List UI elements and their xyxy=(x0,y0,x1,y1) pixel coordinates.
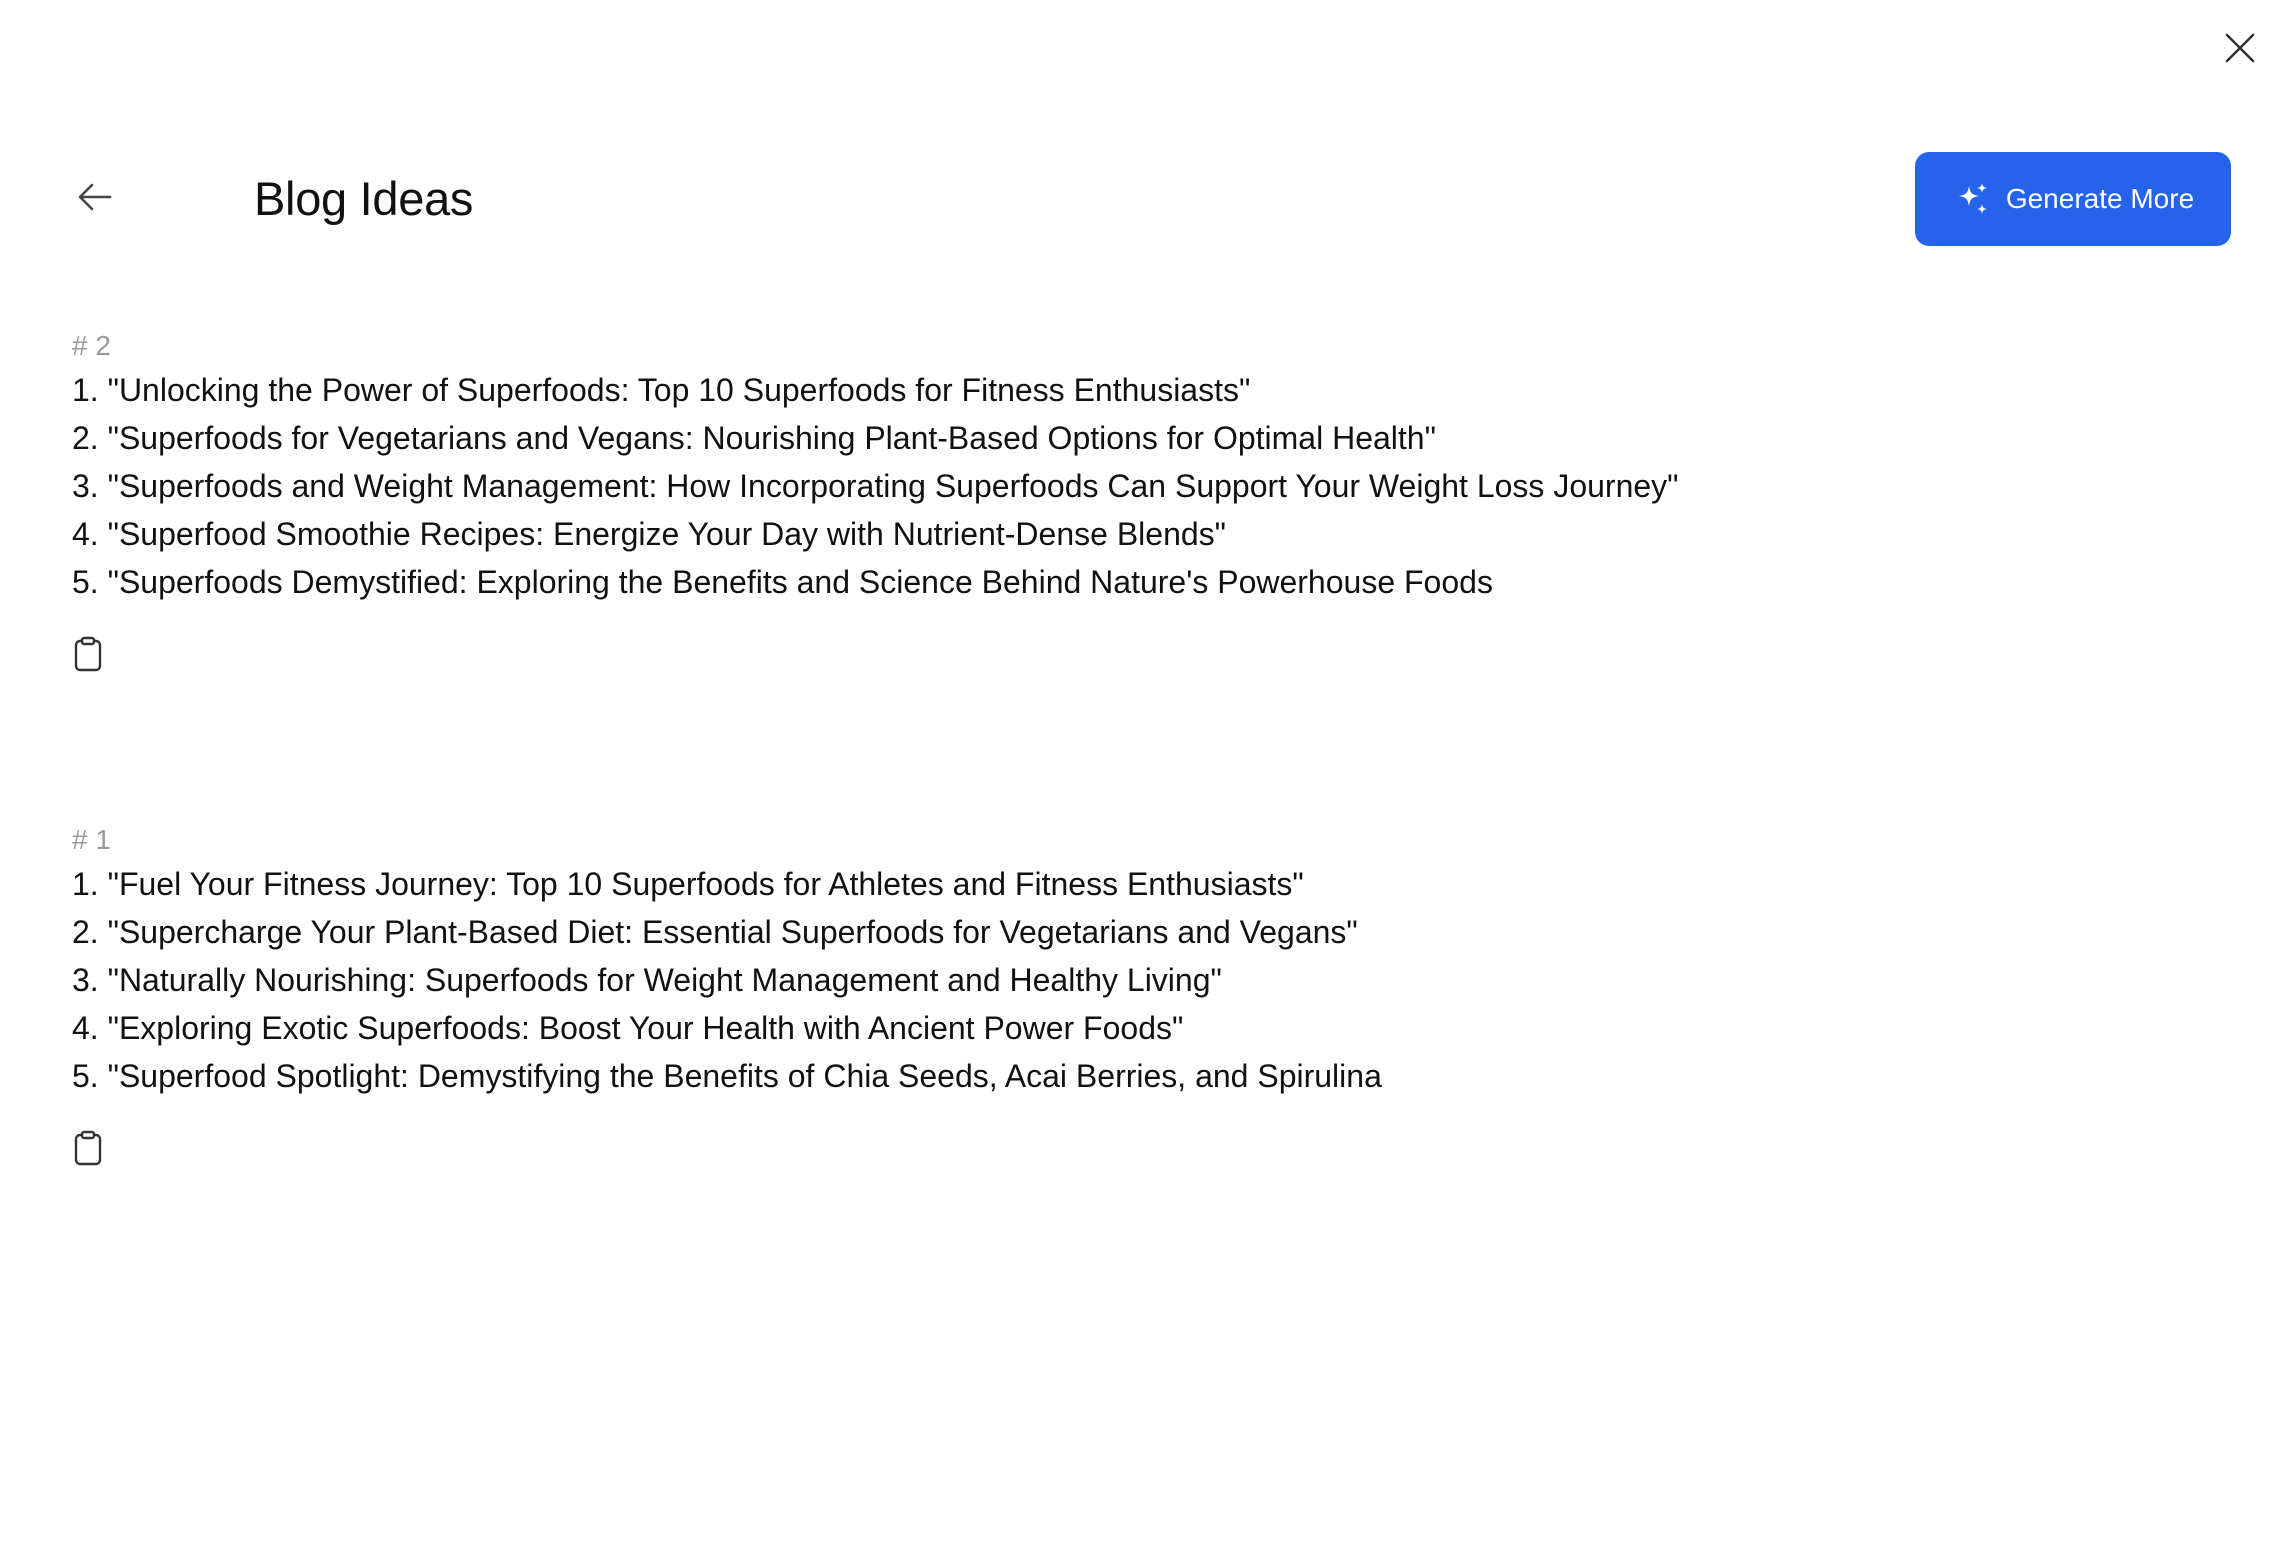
idea-list xyxy=(72,860,2172,1100)
copy-button[interactable] xyxy=(72,636,112,676)
list-item: 1. "Fuel Your Fitness Journey: Top 10 Superfoods for Athletes and Fitness Enthusiasts" xyxy=(72,866,1304,902)
page-title: Blog Ideas xyxy=(254,172,474,225)
result-number: # 1 xyxy=(72,824,111,855)
close-button[interactable] xyxy=(2220,30,2260,70)
idea-list xyxy=(72,366,2172,606)
back-button[interactable] xyxy=(72,176,118,222)
list-item: 3. "Superfoods and Weight Management: How Incorporating Superfoods Can Support Your Weight Loss Journey" xyxy=(72,468,1679,504)
list-item: 4. "Exploring Exotic Superfoods: Boost Your Health with Ancient Power Foods" xyxy=(72,1010,1184,1046)
arrow-left-icon xyxy=(77,182,113,217)
generate-more-button[interactable] xyxy=(1915,152,2231,246)
close-icon xyxy=(2223,31,2257,70)
sparkles-icon xyxy=(1954,180,1992,218)
list-item: 2. "Superfoods for Vegetarians and Vegans: Nourishing Plant-Based Options for Optimal Health" xyxy=(72,420,1436,456)
list-item: 5. "Superfoods Demystified: Exploring the Benefits and Science Behind Nature's Powerhouse Foods xyxy=(72,564,1493,600)
result-number: # 2 xyxy=(72,330,111,361)
list-item: 5. "Superfood Spotlight: Demystifying the Benefits of Chia Seeds, Acai Berries, and Spirulina xyxy=(72,1058,1382,1094)
copy-button[interactable] xyxy=(72,1130,112,1170)
header xyxy=(72,152,2232,246)
list-item: 1. "Unlocking the Power of Superfoods: Top 10 Superfoods for Fitness Enthusiasts" xyxy=(72,372,1251,408)
clipboard-icon xyxy=(72,636,104,677)
clipboard-icon xyxy=(72,1130,104,1171)
result-block xyxy=(72,326,2172,676)
list-item: 2. "Supercharge Your Plant-Based Diet: Essential Superfoods for Vegetarians and Vegans" xyxy=(72,914,1358,950)
list-item: 3. "Naturally Nourishing: Superfoods for Weight Management and Healthy Living" xyxy=(72,962,1222,998)
result-block xyxy=(72,820,2172,1170)
list-item: 4. "Superfood Smoothie Recipes: Energize Your Day with Nutrient-Dense Blends" xyxy=(72,516,1227,552)
generate-more-label: Generate More xyxy=(2005,183,2195,214)
